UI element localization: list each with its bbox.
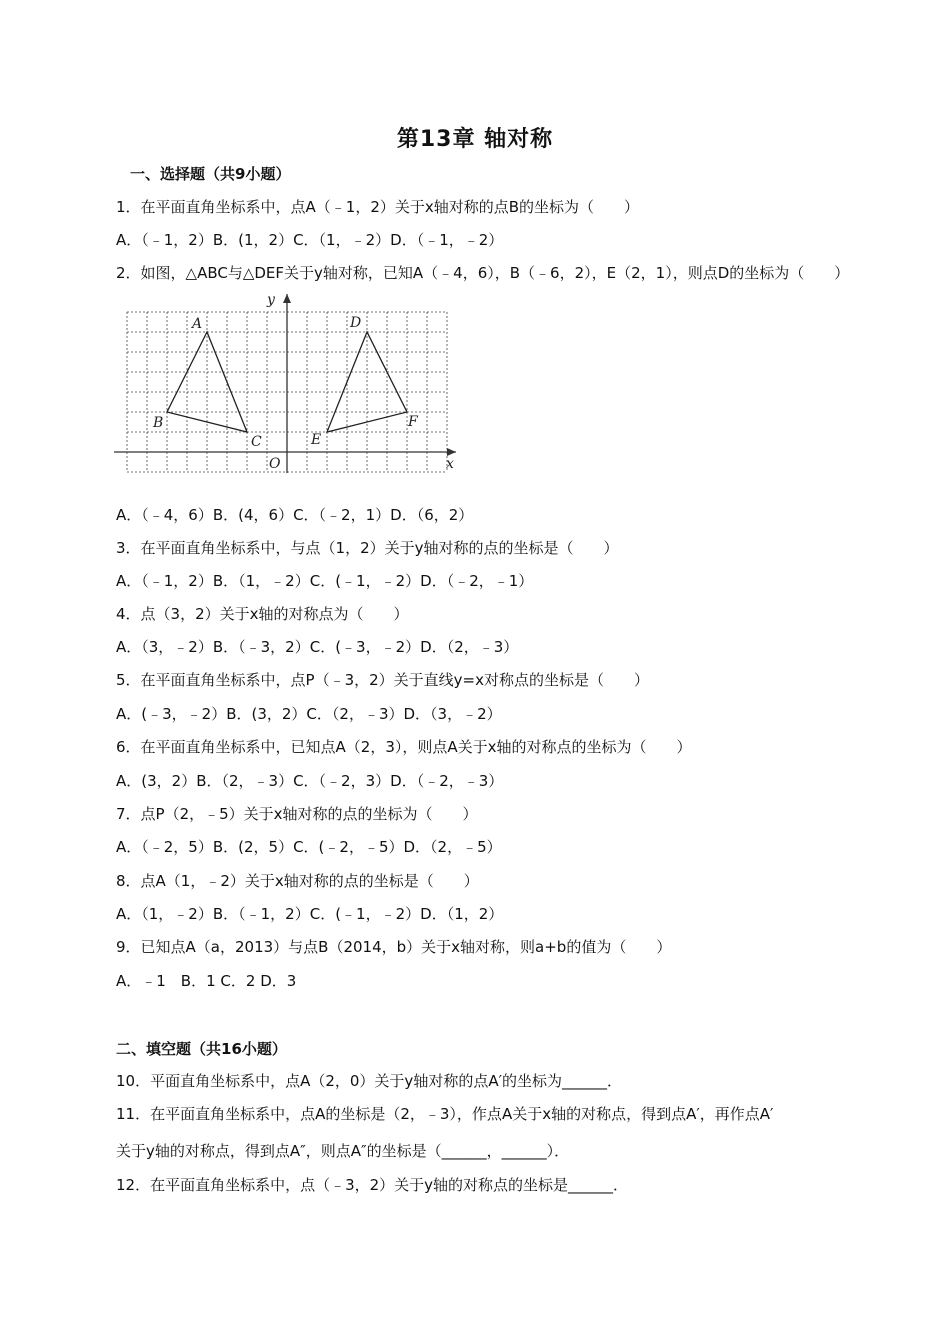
label-origin: O — [269, 456, 281, 472]
q9-stem: 9．已知点A（a，2013）与点B（2014，b）关于x轴对称，则a+b的值为（ ） — [116, 938, 672, 956]
q3-options: A．（﹣1，2）B．（1，﹣2）C．(﹣1，﹣2）D．（﹣2，﹣1） — [116, 572, 534, 590]
section-heading-choice: 一、选择题（共9小题） — [130, 165, 291, 183]
q1-options: A．（﹣1，2）B．(1，2）C．（1，﹣2）D．（﹣1，﹣2） — [116, 231, 504, 249]
label-A: A — [192, 316, 203, 332]
label-y-axis: y — [267, 292, 275, 308]
q4-stem: 4．点（3，2）关于x轴的对称点为（ ） — [116, 605, 409, 623]
label-E: E — [311, 432, 322, 448]
q1-stem: 1．在平面直角坐标系中，点A（﹣1，2）关于x轴对称的点B的坐标为（ ） — [116, 198, 640, 216]
q2-options: A．（﹣4，6）B．(4，6）C．（﹣2，1）D．（6，2） — [116, 506, 474, 524]
label-C: C — [251, 434, 262, 450]
q6-stem: 6．在平面直角坐标系中，已知点A（2，3），则点A关于x轴的对称点的坐标为（ ） — [116, 738, 692, 756]
label-F: F — [408, 414, 418, 430]
q7-options: A．（﹣2，5）B．(2，5）C．(﹣2，﹣5）D．（2，﹣5） — [116, 838, 502, 856]
q8-stem: 8．点A（1，﹣2）关于x轴对称的点的坐标是（ ） — [116, 872, 479, 890]
label-B: B — [153, 415, 164, 431]
q6-options: A．(3，2）B．（2，﹣3）C．（﹣2，3）D．（﹣2，﹣3） — [116, 772, 504, 790]
coordinate-figure — [112, 288, 462, 478]
q10-text: 10．平面直角坐标系中，点A（2，0）关于y轴对称的点A′的坐标为______． — [116, 1072, 622, 1090]
q7-stem: 7．点P（2，﹣5）关于x轴对称的点的坐标为（ ） — [116, 805, 478, 823]
q8-options: A．（1，﹣2）B．（﹣1，2）C．(﹣1，﹣2）D．（1，2） — [116, 905, 504, 923]
q12-text: 12．在平面直角坐标系中，点（﹣3，2）关于y轴的对称点的坐标是______． — [116, 1176, 629, 1194]
figure-svg — [112, 288, 462, 478]
q9-options: A．﹣1 B．1 C．2 D．3 — [116, 972, 297, 990]
label-D: D — [350, 315, 362, 331]
q11-text-line1: 11．在平面直角坐标系中，点A的坐标是（2，﹣3），作点A关于x轴的对称点，得到点A′，再作点A′ — [116, 1105, 774, 1123]
q2-stem: 2．如图，△ABC与△DEF关于y轴对称，已知A（﹣4，6），B（﹣6，2），E（2，1），则点D的坐标为（ ） — [116, 264, 850, 282]
q5-stem: 5．在平面直角坐标系中，点P（﹣3，2）关于直线y=x对称点的坐标是（ ） — [116, 671, 650, 689]
q11-text-line2: 关于y轴的对称点，得到点A″，则点A″的坐标是（______，______）． — [116, 1142, 570, 1160]
section-heading-fill: 二、填空题（共16小题） — [116, 1040, 287, 1058]
page-title: 第13章 轴对称 — [396, 127, 554, 152]
q5-options: A．(﹣3，﹣2）B．(3，2）C．（2，﹣3）D．（3，﹣2） — [116, 705, 502, 723]
figure-axes — [114, 294, 456, 473]
q3-stem: 3．在平面直角坐标系中，与点（1，2）关于y轴对称的点的坐标是（ ） — [116, 539, 619, 557]
x-axis-arrow — [447, 448, 456, 456]
q4-options: A．（3，﹣2）B．（﹣3，2）C．(﹣3，﹣2）D．（2，﹣3） — [116, 638, 519, 656]
y-axis-arrow — [283, 294, 291, 303]
label-x-axis: x — [446, 456, 454, 472]
